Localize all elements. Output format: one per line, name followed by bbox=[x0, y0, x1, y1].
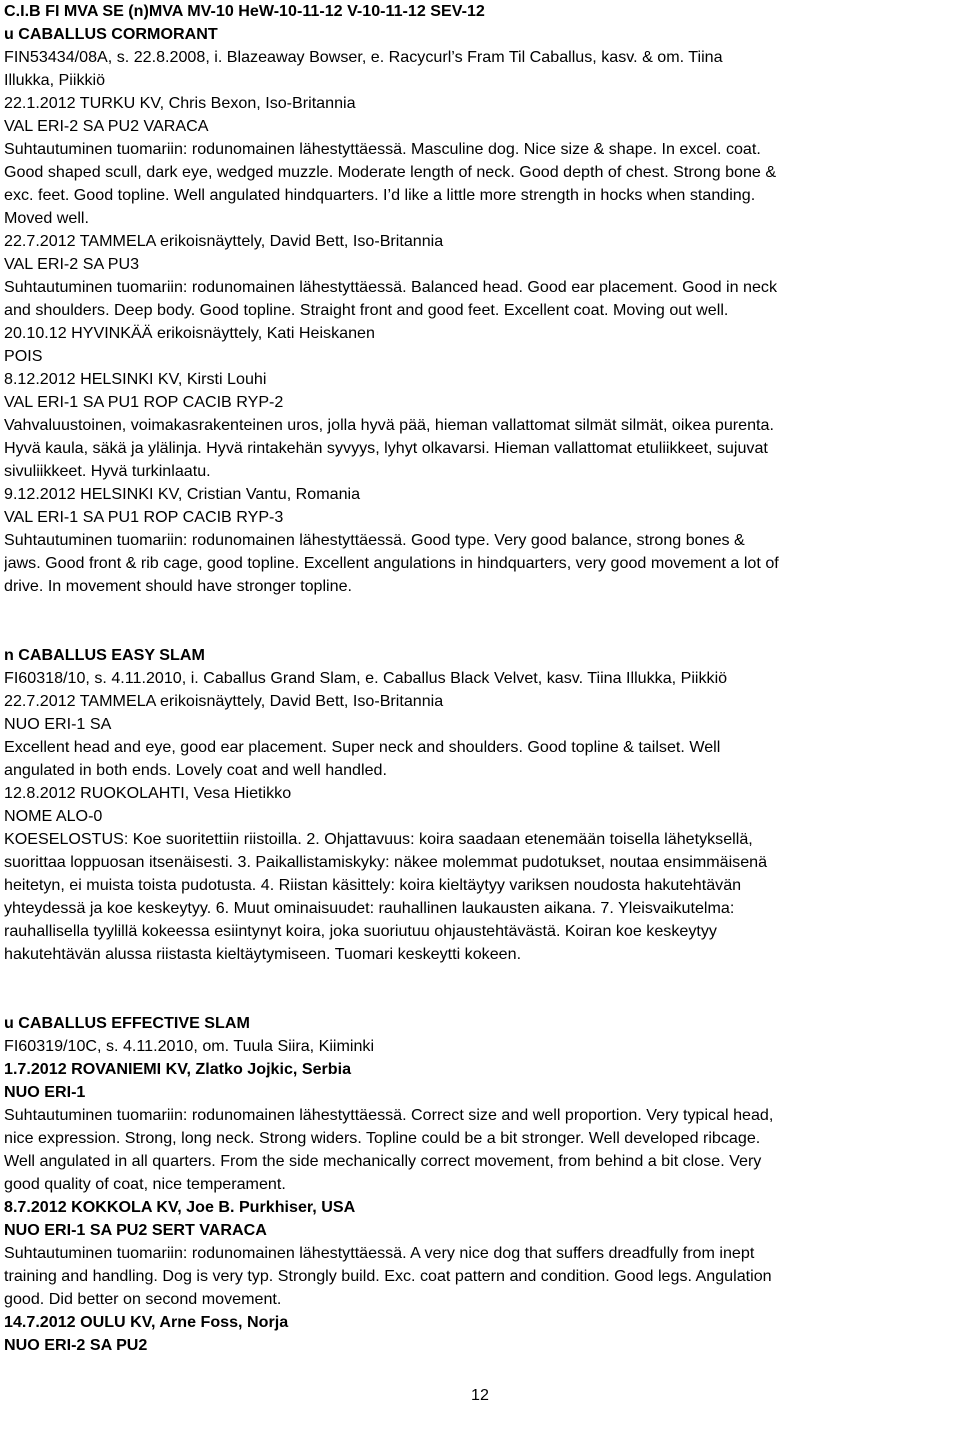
dog-entry-section bbox=[4, 644, 956, 966]
text-line: Suhtautuminen tuomariin: rodunomainen lähestyttäessä. Correct size and well proportion. Very typical head, bbox=[4, 1106, 774, 1124]
entry-heading-line: n CABALLUS EASY SLAM bbox=[4, 646, 205, 664]
text-line: FI60318/10, s. 4.11.2010, i. Caballus Grand Slam, e. Caballus Black Velvet, kasv. Tiina Illukka, Piikkiö bbox=[4, 669, 728, 687]
text-line: Vahvaluustoinen, voimakasrakenteinen uros, jolla hyvä pää, hieman vallattomat silmät silmät, oikea purenta. bbox=[4, 416, 774, 434]
dog-entry-section bbox=[4, 0, 956, 598]
text-line: VAL ERI-1 SA PU1 ROP CACIB RYP-2 bbox=[4, 393, 284, 411]
text-line: NUO ERI-1 bbox=[4, 1083, 86, 1101]
entry-heading-line: C.I.B FI MVA SE (n)MVA MV-10 HeW-10-11-12 V-10-11-12 SEV-12 bbox=[4, 2, 485, 20]
text-line: Excellent head and eye, good ear placement. Super neck and shoulders. Good topline & tailset. Well bbox=[4, 738, 721, 756]
text-line: 22.7.2012 TAMMELA erikoisnäyttely, David Bett, Iso-Britannia bbox=[4, 232, 444, 250]
text-line: good quality of coat, nice temperament. bbox=[4, 1175, 286, 1193]
text-line: u CABALLUS CORMORANT bbox=[4, 25, 218, 43]
text-line: Suhtautuminen tuomariin: rodunomainen lähestyttäessä. Masculine dog. Nice size & shape. In excel. coat. bbox=[4, 140, 761, 158]
text-line: 8.12.2012 HELSINKI KV, Kirsti Louhi bbox=[4, 370, 267, 388]
section-gap bbox=[4, 966, 956, 1012]
text-line: Well angulated in all quarters. From the side mechanically correct movement, from behind a bit close. Very bbox=[4, 1152, 762, 1170]
text-line: Suhtautuminen tuomariin: rodunomainen lähestyttäessä. Balanced head. Good ear placement. Good in neck bbox=[4, 278, 777, 296]
entry-heading-line: u CABALLUS EFFECTIVE SLAM bbox=[4, 1014, 250, 1032]
text-line: NUO ERI-2 SA PU2 bbox=[4, 1336, 148, 1354]
text-line: hakutehtävän alussa riistasta kieltäytymiseen. Tuomari keskeytti kokeen. bbox=[4, 945, 522, 963]
document-body bbox=[4, 0, 956, 1357]
text-line: Good shaped scull, dark eye, wedged muzzle. Moderate length of neck. Good depth of chest. Strong bone & bbox=[4, 163, 777, 181]
text-line: 9.12.2012 HELSINKI KV, Cristian Vantu, Romania bbox=[4, 485, 361, 503]
text-line: 12.8.2012 RUOKOLAHTI, Vesa Hietikko bbox=[4, 784, 292, 802]
text-line: NUO ERI-1 SA PU2 SERT VARACA bbox=[4, 1221, 267, 1239]
text-line: NUO ERI-1 SA bbox=[4, 715, 112, 733]
text-line: VAL ERI-2 SA PU2 VARACA bbox=[4, 117, 209, 135]
text-line: 8.7.2012 KOKKOLA KV, Joe B. Purkhiser, USA bbox=[4, 1198, 356, 1216]
text-line: nice expression. Strong, long neck. Strong widers. Topline could be a bit stronger. Well developed ribcage. bbox=[4, 1129, 761, 1147]
text-line: Suhtautuminen tuomariin: rodunomainen lähestyttäessä. Good type. Very good balance, strong bones & bbox=[4, 531, 745, 549]
text-line: angulated in both ends. Lovely coat and well handled. bbox=[4, 761, 387, 779]
text-line: KOESELOSTUS: Koe suoritettiin riistoilla. 2. Ohjattavuus: koira saadaan etenemään toisella lähetyksellä, bbox=[4, 830, 753, 848]
text-line: heitetyn, ei muista toista pudotusta. 4. Riistan käsittely: koira kieltäytyy variksen noudosta hakutehtävän bbox=[4, 876, 742, 894]
text-line: POIS bbox=[4, 347, 43, 365]
text-line: VAL ERI-2 SA PU3 bbox=[4, 255, 140, 273]
text-line: VAL ERI-1 SA PU1 ROP CACIB RYP-3 bbox=[4, 508, 284, 526]
text-line: Illukka, Piikkiö bbox=[4, 71, 106, 89]
text-line: Moved well. bbox=[4, 209, 89, 227]
text-line: FI60319/10C, s. 4.11.2010, om. Tuula Siira, Kiiminki bbox=[4, 1037, 375, 1055]
text-line: drive. In movement should have stronger topline. bbox=[4, 577, 352, 595]
text-line: exc. feet. Good topline. Well angulated hindquarters. I’d like a little more strength in hocks when standing. bbox=[4, 186, 756, 204]
text-line: yhteydessä ja koe keskeytyy. 6. Muut ominaisuudet: rauhallinen laukausten aikana. 7. Yleisvaikutelma: bbox=[4, 899, 735, 917]
text-line: 20.10.12 HYVINKÄÄ erikoisnäyttely, Kati Heiskanen bbox=[4, 324, 375, 342]
text-line: training and handling. Dog is very typ. Strongly build. Exc. coat pattern and condition. Good legs. Angulation bbox=[4, 1267, 772, 1285]
section-gap bbox=[4, 598, 956, 644]
text-line: good. Did better on second movement. bbox=[4, 1290, 282, 1308]
text-line: jaws. Good front & rib cage, good topline. Excellent angulations in hindquarters, very good movement a lot of bbox=[4, 554, 779, 572]
text-line: rauhallisella tyylillä kokeessa esiintynyt koira, joka suoriutuu ohjaustehtävästä. Koiran koe keskeytyy bbox=[4, 922, 717, 940]
text-line: suorittaa loppuosan itsenäisesti. 3. Paikallistamiskyky: näkee molemmat pudotukset, noutaa ensimmäisenä bbox=[4, 853, 768, 871]
text-line: 1.7.2012 ROVANIEMI KV, Zlatko Jojkic, Serbia bbox=[4, 1060, 352, 1078]
text-line: Suhtautuminen tuomariin: rodunomainen lähestyttäessä. A very nice dog that suffers dreadfully from inept bbox=[4, 1244, 755, 1262]
text-line: FIN53434/08A, s. 22.8.2008, i. Blazeaway Bowser, e. Racycurl’s Fram Til Caballus, kasv. & om. Tiina bbox=[4, 48, 723, 66]
text-line: NOME ALO-0 bbox=[4, 807, 103, 825]
text-line: and shoulders. Deep body. Good topline. Straight front and good feet. Excellent coat. Moving out well. bbox=[4, 301, 729, 319]
dog-entry-section bbox=[4, 1012, 956, 1357]
text-line: 14.7.2012 OULU KV, Arne Foss, Norja bbox=[4, 1313, 289, 1331]
text-line: 22.1.2012 TURKU KV, Chris Bexon, Iso-Britannia bbox=[4, 94, 356, 112]
text-line: Hyvä kaula, säkä ja ylälinja. Hyvä rintakehän syvyys, lyhyt olkavarsi. Hieman vallattomat etuliikkeet, sujuvat bbox=[4, 439, 768, 457]
page-number: 12 bbox=[471, 1386, 489, 1404]
text-line: 22.7.2012 TAMMELA erikoisnäyttely, David Bett, Iso-Britannia bbox=[4, 692, 444, 710]
text-line: sivuliikkeet. Hyvä turkinlaatu. bbox=[4, 462, 211, 480]
